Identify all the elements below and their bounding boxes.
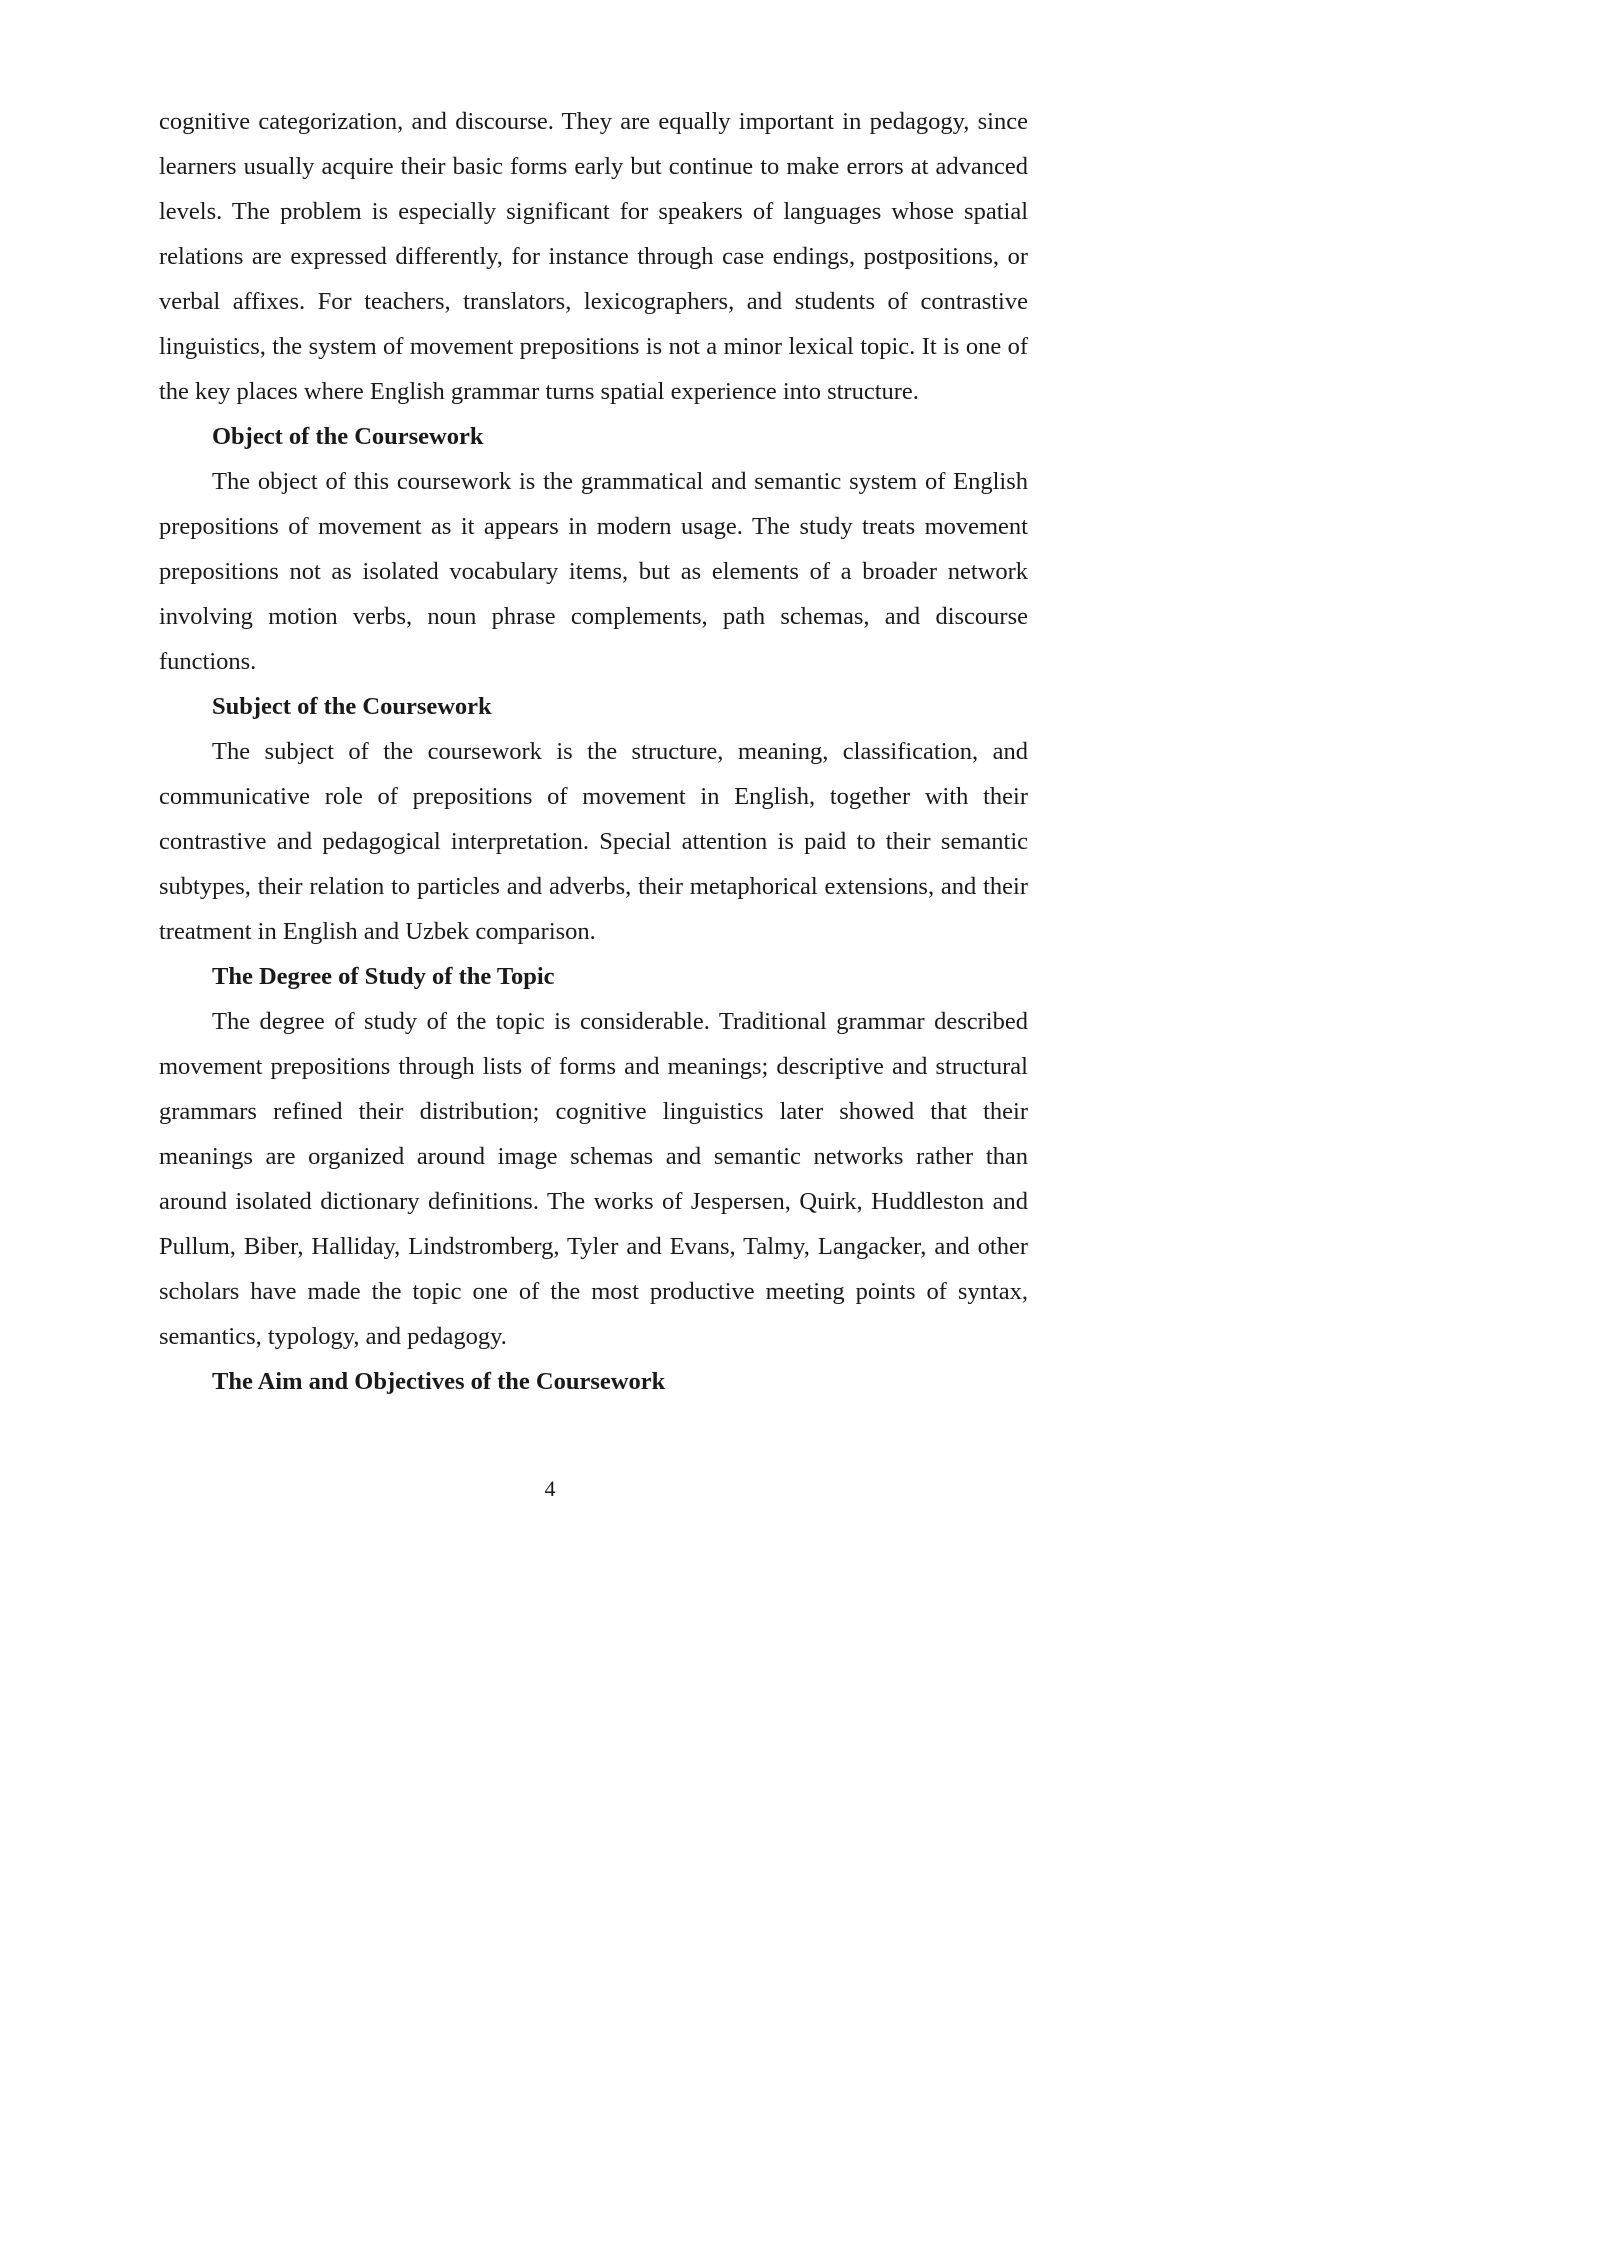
paragraph-object: The object of this coursework is the grammatical and semantic system of English prepositions of movement as it appears in modern usage. The study treats movement prepositions not as isolated vocabulary items, but as elements of a broader network involving motion verbs, noun phrase complements, path schemas, and discourse functions. [159,468,1028,675]
paragraph-subject: The subject of the coursework is the structure, meaning, classification, and communicative role of prepositions of movement in English, together with their contrastive and pedagogical interpretation. Special attention is paid to their semantic subtypes, their relation to particles and adverbs, their metaphorical extensions, and their treatment in English and Uzbek comparison. [159,738,1028,945]
document-page [0,0,1100,1558]
paragraph-intro-continuation: cognitive categorization, and discourse. They are equally important in pedagogy, since learners usually acquire their basic forms early but continue to make errors at advanced levels. The problem is especially significant for speakers of languages whose spatial relations are expressed differently, for instance through case endings, postpositions, or verbal affixes. For teachers, translators, lexicographers, and students of contrastive linguistics, the system of movement prepositions is not a minor lexical topic. It is one of the key places where English grammar turns spatial experience into structure. [159,108,1028,405]
heading-aim-and-objectives: The Aim and Objectives of the Coursework [212,1368,666,1395]
heading-degree-of-study: The Degree of Study of the Topic [212,963,555,990]
paragraph-degree-of-study: The degree of study of the topic is considerable. Traditional grammar described movement prepositions through lists of forms and meanings; descriptive and structural grammars refined their distribution; cognitive linguistics later showed that their meanings are organized around image schemas and semantic networks rather than around isolated dictionary definitions. The works of Jespersen, Quirk, Huddleston and Pullum, Biber, Halliday, Lindstromberg, Tyler and Evans, Talmy, Langacker, and other scholars have made the topic one of the most productive meeting points of syntax, semantics, typology, and pedagogy. [159,1008,1028,1350]
heading-subject: Subject of the Coursework [212,693,492,720]
page-body [159,99,1028,1404]
page-number: 4 [544,1476,556,1501]
heading-object: Object of the Coursework [212,423,484,450]
